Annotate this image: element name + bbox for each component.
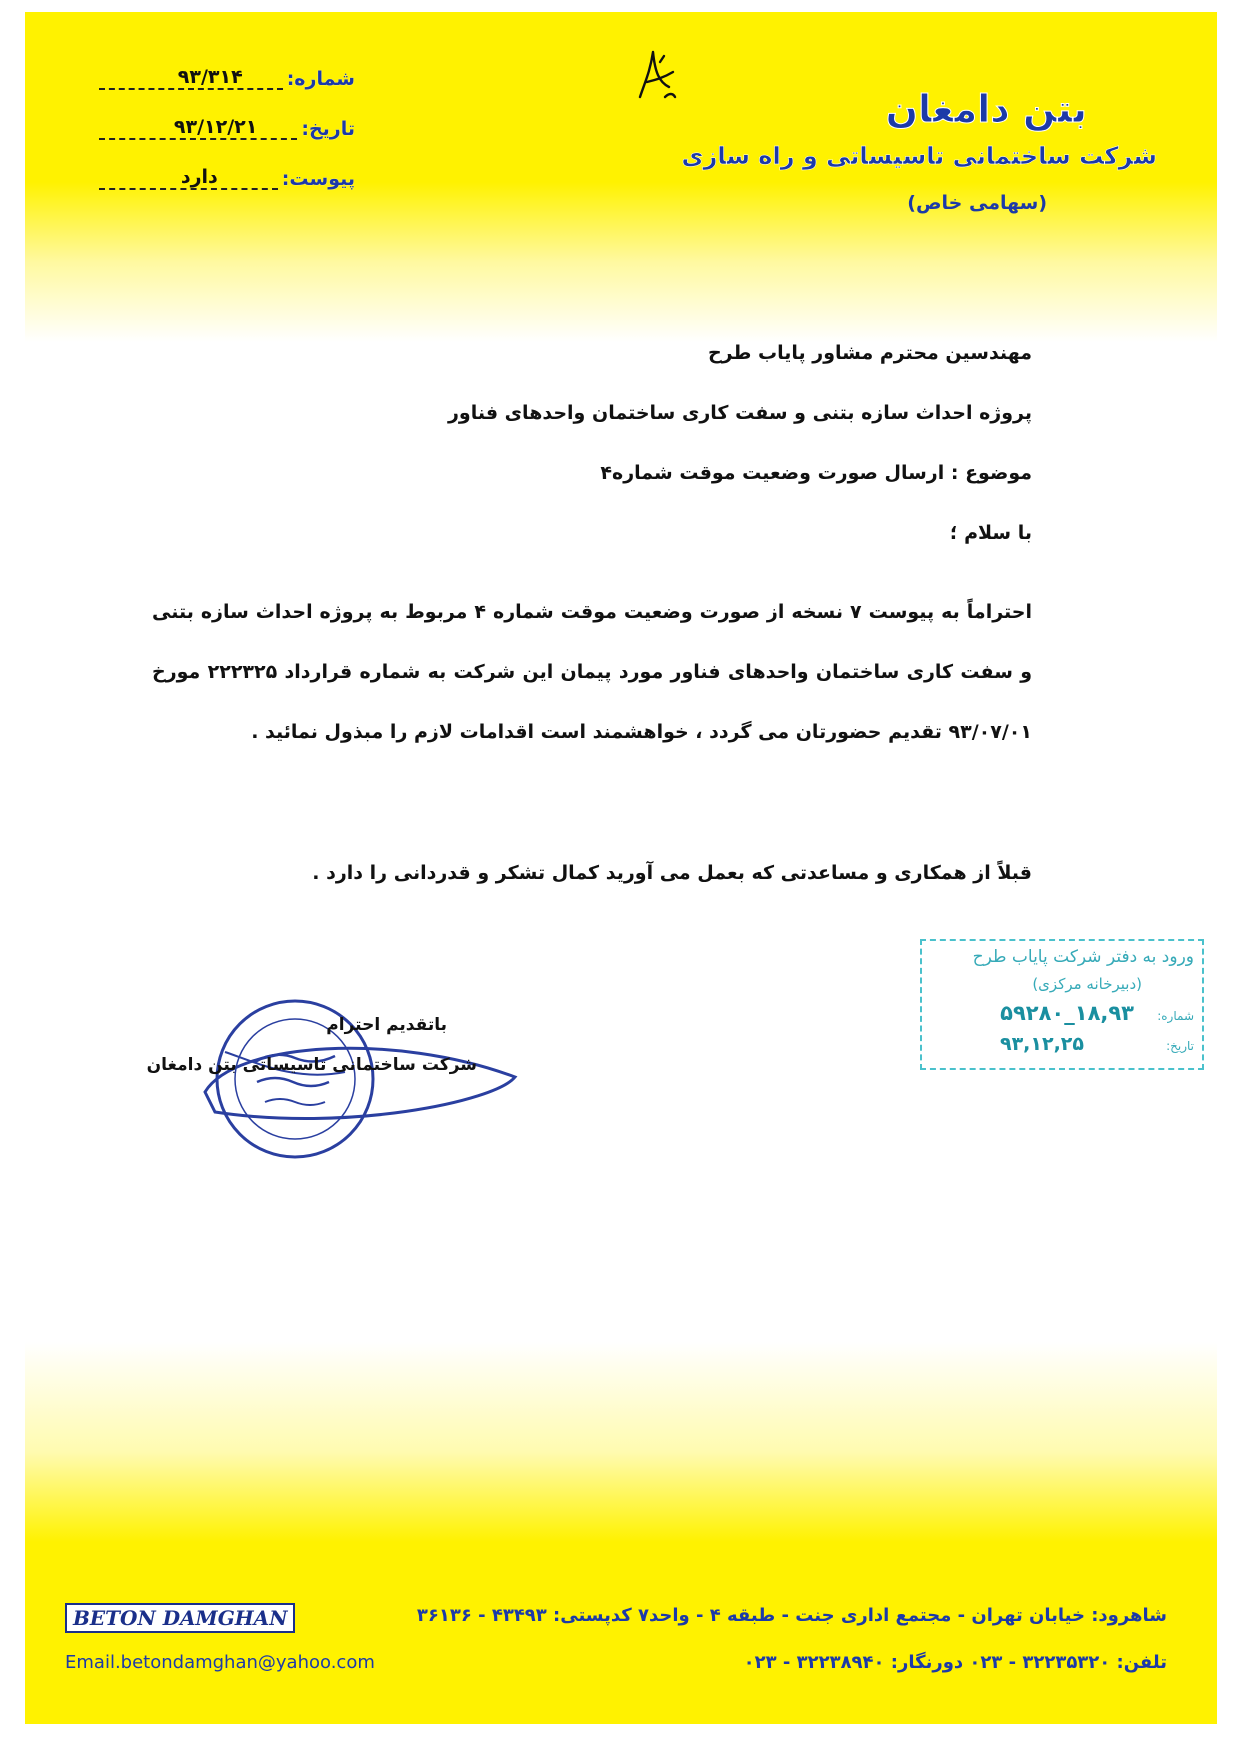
letter-project: پروژه احداث سازه بتنی و سفت کاری ساختمان واحدهای فناور: [447, 402, 1032, 424]
signature-closing: باتقدیم احترام: [326, 1015, 447, 1035]
letter-number-label: شماره:: [286, 68, 355, 90]
footer-brand: BETON DAMGHAN: [65, 1603, 295, 1633]
footer-email: Email.betondamghan@yahoo.com: [65, 1652, 375, 1673]
receipt-stamp-subtitle: (دبیرخانه مرکزی): [1032, 975, 1142, 993]
signature-company: شرکت ساختمانی تاسیساتی بتن دامغان: [146, 1055, 477, 1075]
company-type: (سهامی خاص): [907, 192, 1047, 214]
receipt-stamp: [920, 939, 1204, 1070]
letterhead-sheet: [25, 12, 1217, 1724]
letter-number-row: [95, 60, 355, 90]
letter-paragraph-1: احتراماً به پیوست ۷ نسخه از صورت وضعیت موقت شماره ۴ مربوط به پروژه احداث سازه بتنی و سفت کاری ساختمان واحدهای فناور مورد پیمان این شرکت به شماره قرارداد ۲۲۲۳۲۵ مورخ ۹۳/۰۷/۰۱ تقدیم حضورتان می گردد ، خواهشمند است اقدامات لازم را مبذول نمائید .: [152, 601, 1033, 743]
letter-subject: موضوع : ارسال صورت وضعیت موقت شماره۴: [600, 462, 1032, 484]
receipt-stamp-number-label: شماره:: [1157, 1009, 1194, 1023]
company-subtitle: شرکت ساختمانی تاسیساتی و راه سازی: [681, 142, 1157, 170]
company-name: بتن دامغان: [885, 87, 1087, 131]
footer-address: شاهرود: خیابان تهران - مجتمع اداری جنت - طبقه ۴ - واحد۷ کدپستی: ۴۳۴۹۳ - ۳۶۱۳۶: [416, 1605, 1167, 1626]
letter-attachment-value: دارد: [180, 166, 218, 188]
receipt-stamp-number-value: ۱۸,۹۳_۵۹۲۸۰: [1000, 1001, 1134, 1025]
letter-recipient: مهندسین محترم مشاور پایاب طرح: [707, 342, 1032, 364]
letter-greeting: با سلام ؛: [949, 522, 1032, 544]
company-seal: [195, 982, 525, 1182]
letter-date-label: تاریخ:: [301, 118, 355, 140]
letter-date-row: [95, 110, 355, 140]
receipt-stamp-date-value: ۹۳,۱۲,۲۵: [999, 1033, 1084, 1055]
letter-paragraph-2: قبلاً از همکاری و مساعدتی که بعمل می آورید کمال تشکر و قدردانی را دارد .: [312, 862, 1032, 884]
letter-attachment-label: پیوست:: [281, 168, 355, 190]
receipt-stamp-title: ورود به دفتر شرکت پایاب طرح: [972, 947, 1194, 967]
receipt-stamp-date-label: تاریخ:: [1166, 1039, 1194, 1053]
bismillah-calligraphy: [625, 42, 685, 112]
letter-attachment-row: [95, 160, 355, 190]
letter-date-value: ۹۳/۱۲/۲۱: [173, 116, 258, 138]
letter-number-value: ۹۳/۳۱۴: [177, 66, 243, 88]
footer-phones: تلفن: ۳۲۲۳۵۳۲۰ - ۰۲۳ دورنگار: ۳۲۲۳۸۹۴۰ - ۰۲۳: [743, 1652, 1167, 1673]
